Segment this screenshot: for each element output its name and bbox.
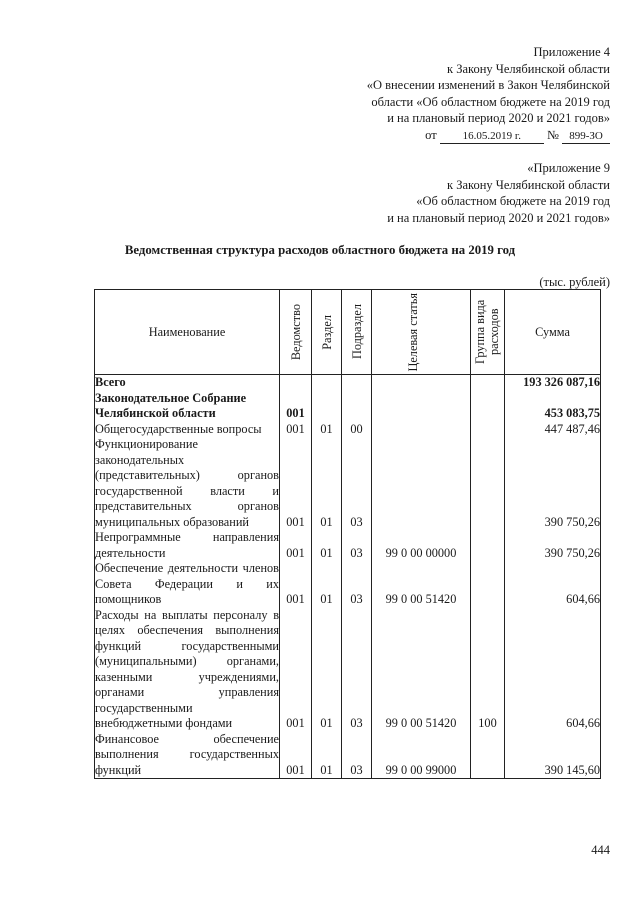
appendix-9-line: и на плановый период 2020 и 2021 годов» bbox=[387, 210, 610, 225]
header-target-item: Целевая статья bbox=[372, 290, 471, 375]
header-subsection: Подраздел bbox=[342, 290, 372, 375]
table-row bbox=[95, 608, 601, 732]
table-row bbox=[95, 391, 601, 422]
row-subsection: 00 bbox=[342, 422, 372, 438]
row-department bbox=[280, 375, 312, 391]
row-amount: 193 326 087,16 bbox=[505, 375, 601, 391]
row-department: 001 bbox=[280, 561, 312, 608]
row-name: Обеспечение деятельности членов Совета Федерации и их помощников bbox=[95, 561, 279, 606]
row-section: 01 bbox=[312, 732, 342, 779]
row-target-item bbox=[372, 437, 471, 530]
page-number: 444 bbox=[591, 843, 610, 857]
appendix-4-header bbox=[367, 44, 610, 144]
header-expense-group: Группа вида расходов bbox=[471, 290, 505, 375]
number-prefix: № bbox=[546, 127, 559, 142]
row-section: 01 bbox=[312, 608, 342, 732]
law-number: 899-ЗО bbox=[562, 130, 610, 144]
table-row bbox=[95, 530, 601, 561]
row-expense-group bbox=[471, 422, 505, 438]
row-department: 001 bbox=[280, 530, 312, 561]
row-expense-group bbox=[471, 530, 505, 561]
header-section: Раздел bbox=[312, 290, 342, 375]
appendix-4-line: области «Об областном бюджете на 2019 год bbox=[371, 94, 610, 109]
header-name: Наименование bbox=[95, 290, 280, 375]
appendix-9-line: к Закону Челябинской области bbox=[447, 177, 610, 192]
appendix-4-line: к Закону Челябинской области bbox=[447, 61, 610, 76]
date-prefix: от bbox=[425, 127, 437, 142]
law-date: 16.05.2019 г. bbox=[440, 130, 544, 144]
row-target-item bbox=[372, 422, 471, 438]
row-subsection bbox=[342, 375, 372, 391]
row-expense-group bbox=[471, 561, 505, 608]
appendix-4-line: Приложение 4 bbox=[533, 45, 610, 59]
appendix-4-line: «О внесении изменений в Закон Челябинской bbox=[366, 78, 610, 92]
table-row bbox=[95, 437, 601, 530]
law-date-number-line bbox=[367, 127, 610, 144]
row-amount: 390 750,26 bbox=[505, 437, 601, 530]
row-name: Общегосударственные вопросы bbox=[95, 422, 280, 438]
row-target-item: 99 0 00 51420 bbox=[372, 608, 471, 732]
table-row bbox=[95, 375, 601, 391]
table-row bbox=[95, 732, 601, 779]
row-section: 01 bbox=[312, 437, 342, 530]
table-header-row bbox=[95, 290, 601, 375]
row-name: Финансовое обеспечение выполнения государственных функций bbox=[95, 731, 279, 777]
row-subsection: 03 bbox=[342, 561, 372, 608]
budget-table bbox=[94, 289, 601, 779]
row-name: Функционирование законодательных (представительных) органов государственной власти и представительных органов муниципальных образований bbox=[95, 437, 279, 529]
row-name: Расходы на выплаты персоналу в целях обеспечения выполнения функций государственными (муниципальными) органами, казенными учреждениями, органами управления государственными внебюджетными фондами bbox=[95, 607, 279, 730]
row-expense-group bbox=[471, 437, 505, 530]
row-expense-group: 100 bbox=[471, 608, 505, 732]
row-target-item bbox=[372, 375, 471, 391]
document-title: Ведомственная структура расходов областного бюджета на 2019 год bbox=[124, 243, 516, 257]
row-expense-group bbox=[471, 391, 505, 422]
row-name: Непрограммные направления деятельности bbox=[95, 530, 279, 560]
row-amount: 390 145,60 bbox=[505, 732, 601, 779]
header-department: Ведомство bbox=[280, 290, 312, 375]
appendix-9-line: «Приложение 9 bbox=[527, 161, 610, 175]
row-subsection bbox=[342, 391, 372, 422]
table-row bbox=[95, 422, 601, 438]
row-expense-group bbox=[471, 732, 505, 779]
appendix-9-header bbox=[387, 160, 610, 226]
appendix-4-line: и на плановый период 2020 и 2021 годов» bbox=[387, 111, 610, 125]
row-amount: 390 750,26 bbox=[505, 530, 601, 561]
row-target-item bbox=[372, 391, 471, 422]
row-department: 001 bbox=[280, 437, 312, 530]
row-target-item: 99 0 00 99000 bbox=[372, 732, 471, 779]
row-department: 001 bbox=[280, 608, 312, 732]
appendix-9-line: «Об областном бюджете на 2019 год bbox=[416, 194, 610, 208]
row-amount: 604,66 bbox=[505, 608, 601, 732]
table-row bbox=[95, 561, 601, 608]
row-department: 001 bbox=[280, 422, 312, 438]
row-name: Всего bbox=[95, 375, 280, 391]
row-subsection: 03 bbox=[342, 732, 372, 779]
row-subsection: 03 bbox=[342, 608, 372, 732]
units-label: (тыс. рублей) bbox=[539, 275, 610, 289]
row-subsection: 03 bbox=[342, 530, 372, 561]
row-section bbox=[312, 391, 342, 422]
header-amount: Сумма bbox=[505, 290, 601, 375]
row-target-item: 99 0 00 51420 bbox=[372, 561, 471, 608]
row-section: 01 bbox=[312, 422, 342, 438]
row-section: 01 bbox=[312, 530, 342, 561]
row-department: 001 bbox=[280, 732, 312, 779]
row-amount: 453 083,75 bbox=[505, 391, 601, 422]
row-target-item: 99 0 00 00000 bbox=[372, 530, 471, 561]
row-expense-group bbox=[471, 375, 505, 391]
row-name: Законодательное Собрание Челябинской области bbox=[95, 391, 280, 422]
row-department: 001 bbox=[280, 391, 312, 422]
row-amount: 447 487,46 bbox=[505, 422, 601, 438]
row-section: 01 bbox=[312, 561, 342, 608]
row-subsection: 03 bbox=[342, 437, 372, 530]
row-amount: 604,66 bbox=[505, 561, 601, 608]
row-section bbox=[312, 375, 342, 391]
